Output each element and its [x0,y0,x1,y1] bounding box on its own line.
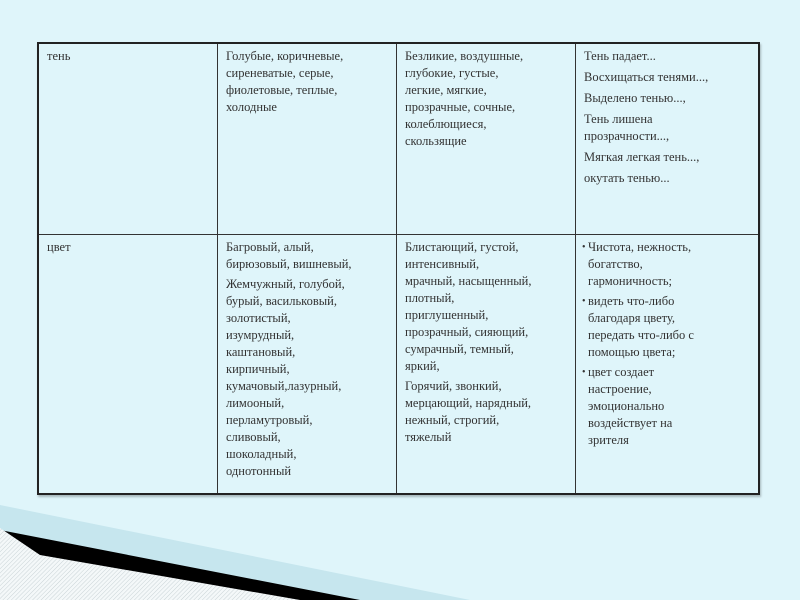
table-row [38,235,759,495]
cell-text: Горячий, звонкий, мерцающий, нарядный, нежный, строгий, тяжелый [405,379,532,444]
term-text: цвет [47,240,71,254]
bullet-icon: • [582,296,586,307]
epithets-cell [397,235,576,495]
phrase: Выделено тенью..., [584,91,686,105]
term-cell [38,235,218,495]
comparison-table [37,42,760,495]
table-row [38,43,759,235]
phrases-cell [576,43,760,235]
colors-cell [218,235,397,495]
phrase: окутать тенью... [584,171,670,185]
bullet-text: Чистота, нежность, богатство, гармоничность; [588,240,692,288]
cell-text: Безликие, воздушные, глубокие, густые, легкие, мягкие, прозрачные, сочные, колеблющиеся, скользящие [405,49,524,148]
cell-text: Жемчужный, голубой, бурый, васильковый, золотистый, изумрудный, каштановый, кирпичный, кумачовый,лазурный, лимооный, перламутровый, сливовый, шоколадный, однотонный [226,277,345,478]
bullet-item [582,293,752,361]
bullet-item [582,239,752,290]
phrase: Тень лишена прозрачности..., [584,112,670,143]
term-text: тень [47,49,71,63]
cell-text: Блистающий, густой, интенсивный, мрачный, насыщенный, плотный, приглушенный, прозрачный, сияющий, сумрачный, темный, яркий, [405,240,532,373]
phrase: Мягкая легкая тень..., [584,150,700,164]
epithets-cell [397,43,576,235]
phrase: Восхищаться тенями..., [584,70,709,84]
phrases-cell [576,235,760,495]
bullet-text: видеть что-либо благодаря цвету, передать что-либо с помощью цвета; [588,294,694,359]
colors-cell [218,43,397,235]
cell-text: Багровый, алый, бирюзовый, вишневый, [226,240,352,271]
phrase: Тень падает... [584,49,656,63]
term-cell [38,43,218,235]
bullet-icon: • [582,242,586,253]
bullet-item [582,364,752,449]
cell-text: Голубые, коричневые, сиреневатые, серые, фиолетовые, теплые, холодные [226,49,344,114]
bullet-text: цвет создает настроение, эмоционально воздействует на зрителя [588,365,673,447]
bullet-icon: • [582,367,586,378]
